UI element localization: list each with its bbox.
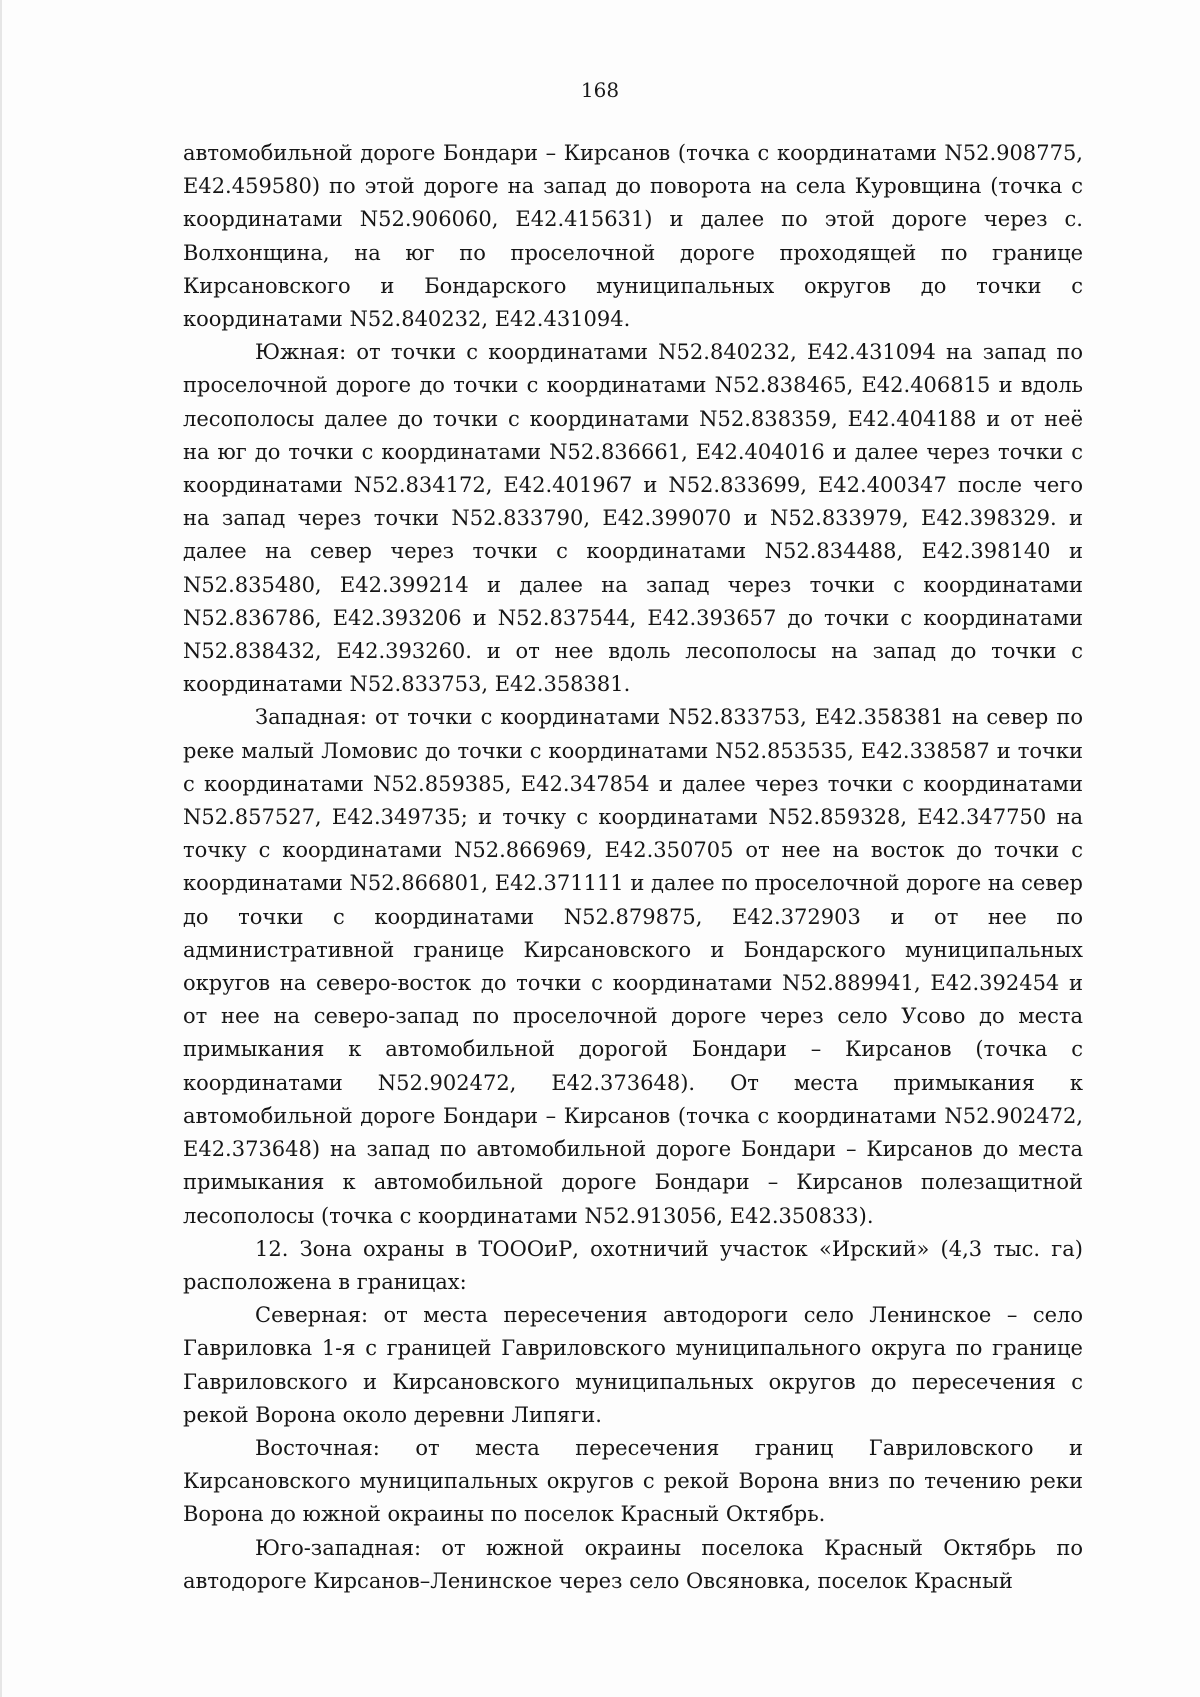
paragraph-north-continued: автомобильной дороге Бондари – Кирсанов (точка с координатами N52.908775, E42.459580) по этой дороге на запад до поворота на села Куровщина (точка с координатами N52.906060, E42.415631) и далее по этой дороге через с. Волхонщина, на юг по проселочной дороге проходящей по границе Кирсановского и Бондарского муниципальных округов до точки с координатами N52.840232, E42.431094. <box>183 141 1083 332</box>
paragraph-west-boundary: Западная: от точки с координатами N52.833753, E42.358381 на север по реке малый Ломовис до точки с координатами N52.853535, E42.338587 и точки с координатами N52.859385, E42.347854 и далее через точки с координатами N52.857527, E42.349735; и точку с координатами N52.859328, E42.347750 на точку с координатами N52.866969, E42.350705 от нее на восток до точки с координатами N52.866801, E42.371111 и далее по проселочной дороге на север до точки с координатами N52.879875, E42.372903 и от нее по административной границе Кирсановского и Бондарского муниципальных округов на северо-восток до точки с координатами N52.889941, E42.392454 и от нее на северо-запад по проселочной дороге через село Усово до места примыкания к автомобильной дорогой Бондари – Кирсанов (точка с координатами N52.902472, E42.373648). От места примыкания к автомобильной дороге Бондари – Кирсанов (точка с координатами N52.902472, E42.373648) на запад по автомобильной дороге Бондари – Кирсанов до места примыкания к автомобильной дороге Бондари – Кирсанов полезащитной лесополосы (точка с координатами N52.913056, E42.350833). <box>183 705 1083 1228</box>
document-body <box>183 137 1083 1598</box>
page-number: 168 <box>580 78 620 102</box>
paragraph-zone-12-southwest: Юго-западная: от южной окраины поселока Красный Октябрь по автодороге Кирсанов–Ленинское через село Овсяновка, поселок Красный <box>183 1535 1083 1593</box>
scan-edge-left <box>0 0 2 1697</box>
paragraph-zone-12-east: Восточная: от места пересечения границ Гавриловского и Кирсановского муниципальных округов с рекой Ворона вниз по течению реки Ворона до южной окраины по поселок Красный Октябрь. <box>183 1435 1083 1527</box>
paragraph-south-boundary: Южная: от точки с координатами N52.840232, E42.431094 на запад по проселочной дороге до точки с координатами N52.838465, E42.406815 и вдоль лесополосы далее до точки с координатами N52.838359, E42.404188 и от неё на юг до точки с координатами N52.836661, E42.404016 и далее через точки с координатами N52.834172, E42.401967 и N52.833699, E42.400347 после чего на запад через точки N52.833790, E42.399070 и N52.833979, E42.398329. и далее на север через точки с координатами N52.834488, E42.398140 и N52.835480, E42.399214 и далее на запад через точки с координатами N52.836786, E42.393206 и N52.837544, E42.393657 до точки с координатами N52.838432, E42.393260. и от нее вдоль лесополосы на запад до точки с координатами N52.833753, E42.358381. <box>183 340 1083 697</box>
paragraph-zone-12-heading: 12. Зона охраны в ТОООиР, охотничий участок «Ирский» (4,3 тыс. га) расположена в границах: <box>183 1236 1083 1294</box>
paragraph-zone-12-north: Северная: от места пересечения автодороги село Ленинское – село Гавриловка 1-я с границей Гавриловского муниципального округа по границе Гавриловского и Кирсановского муниципальных округов до пересечения с рекой Ворона около деревни Липяги. <box>183 1303 1083 1427</box>
